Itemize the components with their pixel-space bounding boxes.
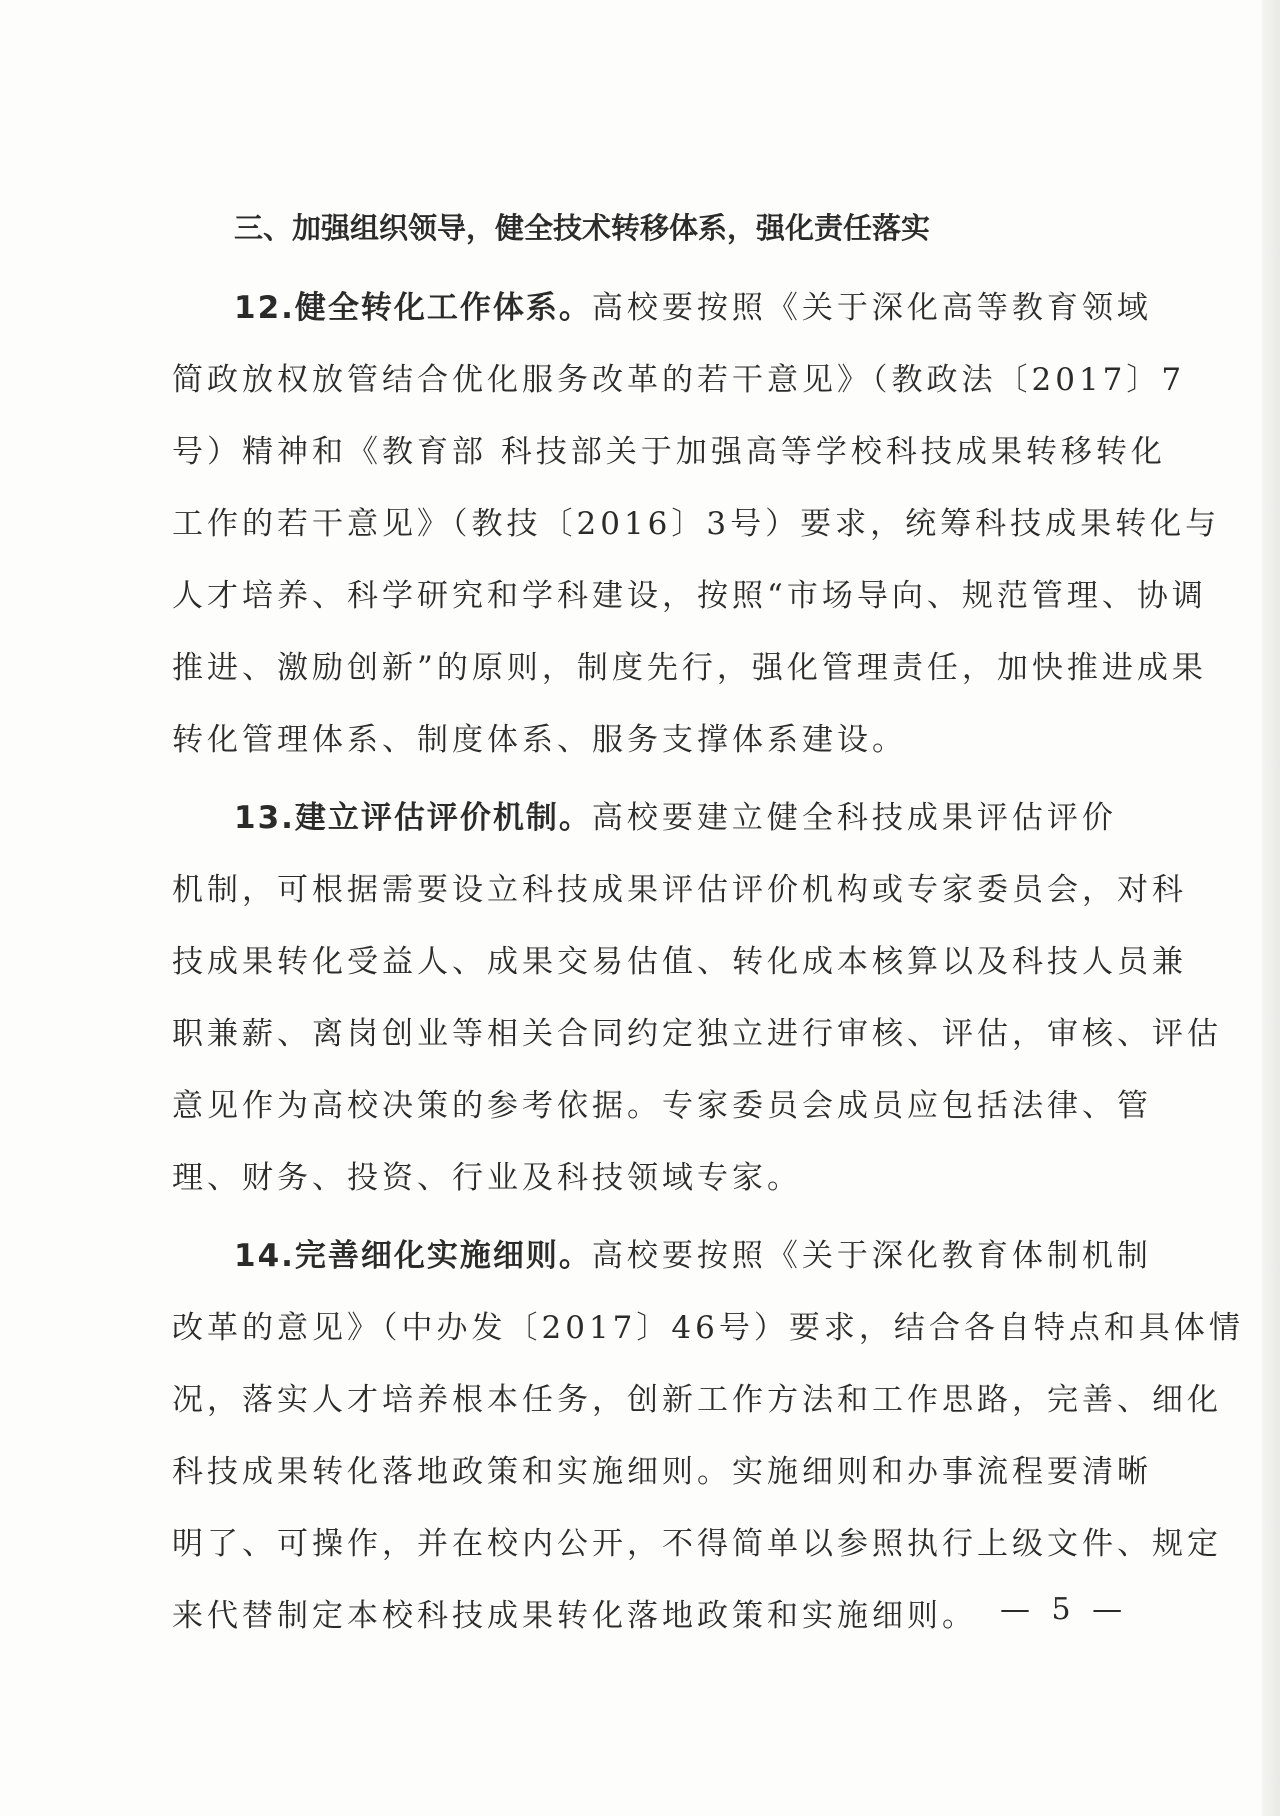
paragraph-line: 意见作为高校决策的参考依据。专家委员会成员应包括法律、管 [172,1088,1152,1124]
paragraph-line [172,1220,1152,1292]
paragraph-line: 转化管理体系、制度体系、服务支撑体系建设。 [172,722,907,758]
paragraph-line: 理、财务、投资、行业及科技领域专家。 [172,1160,802,1196]
section-heading: 三、加强组织领导，健全技术转移体系，强化责任落实 [234,211,931,245]
paragraph-14 [172,1220,1244,1652]
paragraph-lead: 13.建立评估评价机制。 [234,800,592,836]
document-body [172,192,1244,1652]
paragraph-line: 来代替制定本校科技成果转化落地政策和实施细则。 [172,1598,977,1634]
paragraph-lead: 14.完善细化实施细则。 [234,1238,592,1274]
paragraph-line: 简政放权放管结合优化服务改革的若干意见》（教政法〔2017〕7 [172,362,1186,398]
paragraph-line: 机制，可根据需要设立科技成果评估评价机构或专家委员会，对科 [172,872,1187,908]
paragraph-line: 改革的意见》（中办发〔2017〕46号）要求，结合各自特点和具体情 [172,1310,1244,1346]
page-number: — 5 — [1000,1592,1129,1627]
paragraph-text: 高校要建立健全科技成果评估评价 [591,800,1117,836]
paragraph-line: 人才培养、科学研究和学科建设，按照“市场导向、规范管理、协调 [172,578,1207,614]
paragraph-12 [172,272,1221,776]
paragraph-13 [172,782,1222,1214]
scan-edge [1262,0,1280,1816]
paragraph-line: 职兼薪、离岗创业等相关合同约定独立进行审核、评估，审核、评估 [172,1016,1222,1052]
paragraph-line: 号）精神和《教育部 科技部关于加强高等学校科技成果转移转化 [172,434,1166,470]
paragraph-line: 技成果转化受益人、成果交易估值、转化成本核算以及科技人员兼 [172,944,1187,980]
paragraph-line: 科技成果转化落地政策和实施细则。实施细则和办事流程要清晰 [172,1454,1152,1490]
paragraph-line: 推进、激励创新”的原则，制度先行，强化管理责任，加快推进成果 [172,650,1207,686]
paragraph-text: 高校要按照《关于深化高等教育领域 [591,290,1152,326]
paragraph-line: 明了、可操作，并在校内公开，不得简单以参照执行上级文件、规定 [172,1526,1222,1562]
paragraph-line [172,272,1152,344]
paragraph-line: 况，落实人才培养根本任务，创新工作方法和工作思路，完善、细化 [172,1382,1222,1418]
paragraph-line [172,782,1117,854]
paragraph-text: 高校要按照《关于深化教育体制机制 [591,1238,1152,1274]
paragraph-line: 工作的若干意见》（教技〔2016〕3号）要求，统筹科技成果转化与 [172,506,1221,542]
paragraph-lead: 12.健全转化工作体系。 [234,290,592,326]
